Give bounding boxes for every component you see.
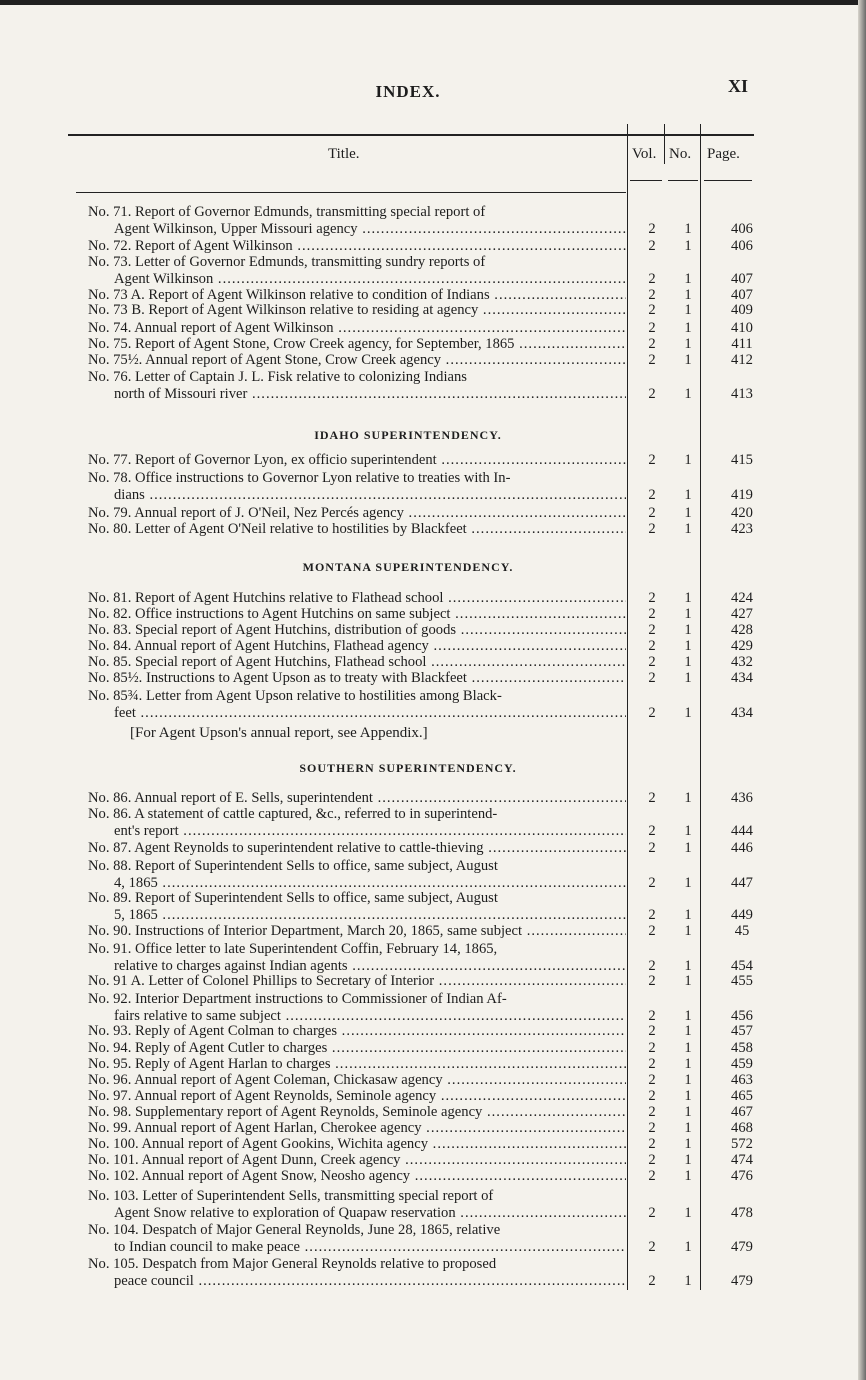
entry-no: 1 <box>684 622 692 638</box>
vol-column-divider <box>664 124 665 164</box>
entry-title <box>88 238 626 255</box>
index-entry <box>0 991 866 1025</box>
entry-page: 415 <box>731 452 753 468</box>
entry-vol: 2 <box>648 958 656 974</box>
entry-vol: 2 <box>648 386 656 402</box>
entry-page: 406 <box>731 221 753 237</box>
entry-vol: 2 <box>648 1008 656 1024</box>
index-entry <box>0 1088 866 1105</box>
entry-title-line: No. 81. Report of Agent Hutchins relative to Flathead school ..... <box>88 590 626 607</box>
entry-page: 424 <box>731 590 753 606</box>
entry-title-continuation: 5, 1865 ..... <box>88 907 626 924</box>
entry-vol: 2 <box>648 622 656 638</box>
index-entry <box>0 1023 866 1040</box>
entry-no: 1 <box>684 352 692 368</box>
entry-vol: 2 <box>648 1136 656 1152</box>
index-entry <box>0 521 866 538</box>
entry-no: 1 <box>684 973 692 989</box>
entry-vol: 2 <box>648 654 656 670</box>
entry-title <box>88 505 626 522</box>
index-entry <box>0 654 866 671</box>
entry-no: 1 <box>684 638 692 654</box>
index-entry <box>0 1072 866 1089</box>
index-entry <box>0 973 866 990</box>
entry-title-line: No. 78. Office instructions to Governor Lyon relative to treaties with In- <box>88 470 511 486</box>
entry-page: 468 <box>731 1120 753 1136</box>
entry-no: 1 <box>684 1120 692 1136</box>
entry-title <box>88 1120 626 1137</box>
index-entry <box>0 254 866 288</box>
entry-title-line: No. 73. Letter of Governor Edmunds, transmitting sundry reports of <box>88 254 486 270</box>
entry-title <box>88 590 626 607</box>
index-entry <box>0 1120 866 1137</box>
index-entry <box>0 352 866 369</box>
index-entry <box>0 336 866 353</box>
entry-title-line: No. 104. Despatch of Major General Reynolds, June 28, 1865, relative <box>88 1222 501 1238</box>
entry-no: 1 <box>684 590 692 606</box>
entry-page: 407 <box>731 287 753 303</box>
index-entry <box>0 369 866 403</box>
entry-page: 427 <box>731 606 753 622</box>
entry-no: 1 <box>684 302 692 318</box>
entry-title-continuation: 4, 1865 ..... <box>88 875 626 892</box>
entry-title-line: No. 82. Office instructions to Agent Hutchins on same subject ..... <box>88 606 626 623</box>
entry-title-line: No. 103. Letter of Superintendent Sells, transmitting special report of <box>88 1188 494 1204</box>
entry-title-continuation: north of Missouri river ..... <box>88 386 626 403</box>
column-header-title: Title. <box>328 146 360 162</box>
entry-no: 1 <box>684 1056 692 1072</box>
entry-page: 459 <box>731 1056 753 1072</box>
index-entry <box>0 923 866 940</box>
entry-title <box>88 1040 626 1057</box>
index-entry <box>0 1188 866 1222</box>
index-entry <box>0 890 866 924</box>
entry-no: 1 <box>684 505 692 521</box>
entry-title-line: No. 92. Interior Department instructions to Commissioner of Indian Af- <box>88 991 507 1007</box>
entry-title-line: No. 83. Special report of Agent Hutchins, distribution of goods ..... <box>88 622 626 639</box>
entry-page: 479 <box>731 1273 753 1289</box>
entry-title-line: No. 74. Annual report of Agent Wilkinson ..... <box>88 320 626 337</box>
entry-no: 1 <box>684 452 692 468</box>
entry-title-line: No. 86. A statement of cattle captured, &c., referred to in superintend- <box>88 806 498 822</box>
index-entry <box>0 840 866 857</box>
entry-title-line: No. 79. Annual report of J. O'Neil, Nez Percés agency ..... <box>88 505 626 522</box>
index-entry <box>0 470 866 504</box>
entry-title-line: No. 85½. Instructions to Agent Upson as to treaty with Blackfeet ..... <box>88 670 626 687</box>
vol-header-rule <box>630 180 662 181</box>
entry-title <box>88 521 626 538</box>
entry-page: 409 <box>731 302 753 318</box>
index-entry <box>0 670 866 687</box>
entry-page: 467 <box>731 1104 753 1120</box>
index-entry <box>0 688 866 722</box>
entry-title <box>88 973 626 990</box>
entry-no: 1 <box>684 840 692 856</box>
entry-title <box>88 790 626 807</box>
entry-title-line: No. 71. Report of Governor Edmunds, transmitting special report of <box>88 204 486 220</box>
entry-no: 1 <box>684 521 692 537</box>
entry-title-line: No. 99. Annual report of Agent Harlan, Cherokee agency ..... <box>88 1120 626 1137</box>
entry-title-line: No. 91 A. Letter of Colonel Phillips to Secretary of Interior ..... <box>88 973 626 990</box>
index-entry <box>0 638 866 655</box>
entry-title-line: No. 85¾. Letter from Agent Upson relative to hostilities among Black- <box>88 688 502 704</box>
entry-vol: 2 <box>648 1205 656 1221</box>
entry-vol: 2 <box>648 606 656 622</box>
entry-page: 432 <box>731 654 753 670</box>
section-heading-southern: SOUTHERN SUPERINTENDENCY. <box>299 761 517 775</box>
header-bottom-rule <box>76 192 626 193</box>
entry-title-continuation: Agent Snow relative to exploration of Quapaw reservation ..... <box>88 1205 626 1222</box>
entry-vol: 2 <box>648 790 656 806</box>
index-entry <box>0 505 866 522</box>
entry-page: 444 <box>731 823 753 839</box>
entry-title-line: No. 96. Annual report of Agent Coleman, Chickasaw agency ..... <box>88 1072 626 1089</box>
entry-title <box>88 670 626 687</box>
column-header-no: No. <box>669 146 692 162</box>
entry-title-line: No. 72. Report of Agent Wilkinson ..... <box>88 238 626 255</box>
section-heading-idaho: IDAHO SUPERINTENDENCY. <box>314 428 502 442</box>
entry-title-line: No. 94. Reply of Agent Cutler to charges ..... <box>88 1040 626 1057</box>
index-entry <box>0 204 866 238</box>
entry-no: 1 <box>684 386 692 402</box>
entry-page: 474 <box>731 1152 753 1168</box>
column-header-page: Page. <box>707 146 740 162</box>
entry-page: 463 <box>731 1072 753 1088</box>
entry-no: 1 <box>684 1152 692 1168</box>
entry-vol: 2 <box>648 302 656 318</box>
entry-no: 1 <box>684 606 692 622</box>
entry-page: 419 <box>731 487 753 503</box>
entry-page: 413 <box>731 386 753 402</box>
index-entry <box>0 1152 866 1169</box>
entry-title <box>88 923 626 940</box>
index-entry <box>0 452 866 469</box>
entry-no: 1 <box>684 1205 692 1221</box>
entry-no: 1 <box>684 1008 692 1024</box>
entry-no: 1 <box>684 336 692 352</box>
entry-page: 449 <box>731 907 753 923</box>
entry-no: 1 <box>684 320 692 336</box>
entry-vol: 2 <box>648 1104 656 1120</box>
entry-title-line: No. 75½. Annual report of Agent Stone, Crow Creek agency ..... <box>88 352 626 369</box>
entry-title <box>88 654 626 671</box>
entry-no: 1 <box>684 958 692 974</box>
entry-title-line: No. 76. Letter of Captain J. L. Fisk relative to colonizing Indians <box>88 369 467 385</box>
entry-vol: 2 <box>648 1152 656 1168</box>
entry-title-line: No. 80. Letter of Agent O'Neil relative to hostilities by Blackfeet ..... <box>88 521 626 538</box>
entry-title-line: No. 91. Office letter to late Superintendent Coffin, February 14, 1865, <box>88 941 498 957</box>
entry-page: 455 <box>731 973 753 989</box>
table-top-rule <box>68 134 754 136</box>
entry-title <box>88 840 626 857</box>
entry-vol: 2 <box>648 875 656 891</box>
entry-page: 429 <box>731 638 753 654</box>
entry-no: 1 <box>684 287 692 303</box>
entry-title <box>88 606 626 623</box>
entry-vol: 2 <box>648 1040 656 1056</box>
entry-no: 1 <box>684 1072 692 1088</box>
entry-vol: 2 <box>648 287 656 303</box>
entry-title <box>88 1222 626 1255</box>
entry-title <box>88 254 626 287</box>
entry-title <box>88 806 626 839</box>
entry-title-line: No. 87. Agent Reynolds to superintendent relative to cattle-thieving ..... <box>88 840 626 857</box>
entry-vol: 2 <box>648 1120 656 1136</box>
entry-no: 1 <box>684 705 692 721</box>
entry-title-line: No. 101. Annual report of Agent Dunn, Creek agency ..... <box>88 1152 626 1169</box>
entry-vol: 2 <box>648 638 656 654</box>
entry-vol: 2 <box>648 907 656 923</box>
section-heading-montana: MONTANA SUPERINTENDENCY. <box>302 560 514 574</box>
entry-title <box>88 1023 626 1040</box>
entry-page: 423 <box>731 521 753 537</box>
index-entry <box>0 806 866 840</box>
entry-title-line: No. 89. Report of Superintendent Sells to office, same subject, August <box>88 890 498 906</box>
entry-vol: 2 <box>648 1072 656 1088</box>
entry-title <box>88 1104 626 1121</box>
entry-title <box>88 336 626 353</box>
index-entry <box>0 238 866 255</box>
entry-vol: 2 <box>648 1088 656 1104</box>
entry-title <box>88 1152 626 1169</box>
entry-title <box>88 452 626 469</box>
index-entry <box>0 590 866 607</box>
entry-title-line: No. 88. Report of Superintendent Sells to office, same subject, August <box>88 858 498 874</box>
entry-title <box>88 470 626 503</box>
entry-vol: 2 <box>648 336 656 352</box>
entry-vol: 2 <box>648 505 656 521</box>
entry-vol: 2 <box>648 840 656 856</box>
entry-page: 420 <box>731 505 753 521</box>
index-entry <box>0 1040 866 1057</box>
entry-page: 446 <box>731 840 753 856</box>
entry-title-line: No. 73 A. Report of Agent Wilkinson relative to condition of Indians ..... <box>88 287 626 304</box>
entry-title <box>88 941 626 974</box>
entry-title <box>88 1256 626 1289</box>
entry-no: 1 <box>684 238 692 254</box>
index-entry <box>0 1056 866 1073</box>
entry-no: 1 <box>684 221 692 237</box>
entry-vol: 2 <box>648 590 656 606</box>
entry-title-line: No. 102. Annual report of Agent Snow, Neosho agency ..... <box>88 1168 626 1185</box>
entry-title-continuation: peace council ..... <box>88 1273 626 1290</box>
entry-title-continuation: ent's report ..... <box>88 823 626 840</box>
entry-page: 434 <box>731 705 753 721</box>
entry-page: 428 <box>731 622 753 638</box>
entry-title-line: No. 100. Annual report of Agent Gookins, Wichita agency ..... <box>88 1136 626 1153</box>
entry-title <box>88 302 626 319</box>
index-entry <box>0 1168 866 1185</box>
entry-no: 1 <box>684 1136 692 1152</box>
entry-vol: 2 <box>648 521 656 537</box>
entry-vol: 2 <box>648 487 656 503</box>
entry-page: 411 <box>731 336 753 352</box>
entry-page: 45 <box>734 923 750 939</box>
entry-no: 1 <box>684 487 692 503</box>
entry-vol: 2 <box>648 670 656 686</box>
entry-page: 456 <box>731 1008 753 1024</box>
entry-vol: 2 <box>648 1168 656 1184</box>
entry-title-line: No. 93. Reply of Agent Colman to charges ..... <box>88 1023 626 1040</box>
entry-no: 1 <box>684 875 692 891</box>
entry-page: 572 <box>731 1136 753 1152</box>
page-header-rule <box>704 180 752 181</box>
entry-no: 1 <box>684 823 692 839</box>
entry-page: 479 <box>731 1239 753 1255</box>
entry-title-continuation: fairs relative to same subject ..... <box>88 1008 626 1025</box>
entry-vol: 2 <box>648 923 656 939</box>
entry-page: 465 <box>731 1088 753 1104</box>
entry-vol: 2 <box>648 1023 656 1039</box>
column-header-vol: Vol. <box>632 146 657 162</box>
index-entry <box>0 302 866 319</box>
entry-title-line: No. 86. Annual report of E. Sells, superintendent ..... <box>88 790 626 807</box>
entry-vol: 2 <box>648 705 656 721</box>
entry-page: 454 <box>731 958 753 974</box>
entry-title-line: No. 98. Supplementary report of Agent Reynolds, Seminole agency ..... <box>88 1104 626 1121</box>
entry-vol: 2 <box>648 973 656 989</box>
entry-title <box>88 858 626 891</box>
entry-vol: 2 <box>648 352 656 368</box>
entry-no: 1 <box>684 1168 692 1184</box>
entry-title-line: No. 77. Report of Governor Lyon, ex officio superintendent ..... <box>88 452 626 469</box>
index-entry <box>0 622 866 639</box>
entry-title <box>88 638 626 655</box>
entry-page: 412 <box>731 352 753 368</box>
entry-no: 1 <box>684 1040 692 1056</box>
entry-title <box>88 688 626 721</box>
entry-title-continuation: Agent Wilkinson, Upper Missouri agency ..... <box>88 221 626 238</box>
index-entry <box>0 790 866 807</box>
entry-page: 407 <box>731 271 753 287</box>
index-entry <box>0 1256 866 1290</box>
top-border <box>0 0 866 5</box>
entry-title-continuation: feet ..... <box>88 705 626 722</box>
index-entry <box>0 1136 866 1153</box>
entry-title <box>88 622 626 639</box>
entry-title-line: No. 85. Special report of Agent Hutchins, Flathead school ..... <box>88 654 626 671</box>
entry-title <box>88 1136 626 1153</box>
entry-no: 1 <box>684 1088 692 1104</box>
page-number: XI <box>728 76 749 96</box>
entry-title-line: No. 90. Instructions of Interior Department, March 20, 1865, same subject ..... <box>88 923 626 940</box>
entry-title <box>88 320 626 337</box>
entry-no: 1 <box>684 271 692 287</box>
entry-title <box>88 1188 626 1221</box>
entry-no: 1 <box>684 923 692 939</box>
entry-no: 1 <box>684 907 692 923</box>
entry-vol: 2 <box>648 221 656 237</box>
entry-no: 1 <box>684 1239 692 1255</box>
entry-title <box>88 1056 626 1073</box>
entry-page: 410 <box>731 320 753 336</box>
index-entry <box>0 606 866 623</box>
entry-title <box>88 369 626 402</box>
entry-page: 457 <box>731 1023 753 1039</box>
entry-vol: 2 <box>648 452 656 468</box>
entry-page: 434 <box>731 670 753 686</box>
entry-title <box>88 1072 626 1089</box>
entry-vol: 2 <box>648 238 656 254</box>
entry-title-line: No. 73 B. Report of Agent Wilkinson relative to residing at agency ..... <box>88 302 626 319</box>
entry-page: 476 <box>731 1168 753 1184</box>
entry-title <box>88 890 626 923</box>
index-entry <box>0 858 866 892</box>
entry-title-continuation: Agent Wilkinson ..... <box>88 271 626 288</box>
entry-title <box>88 1168 626 1185</box>
entry-no: 1 <box>684 1104 692 1120</box>
entry-no: 1 <box>684 790 692 806</box>
entry-page: 436 <box>731 790 753 806</box>
no-header-rule <box>668 180 698 181</box>
entry-page: 478 <box>731 1205 753 1221</box>
entry-title-continuation: to Indian council to make peace ..... <box>88 1239 626 1256</box>
appendix-note: [For Agent Upson's annual report, see Appendix.] <box>130 725 428 741</box>
entry-page: 406 <box>731 238 753 254</box>
entry-title-line: No. 105. Despatch from Major General Reynolds relative to proposed <box>88 1256 497 1272</box>
entry-title-line: No. 84. Annual report of Agent Hutchins, Flathead agency ..... <box>88 638 626 655</box>
index-entry <box>0 320 866 337</box>
index-entry <box>0 1222 866 1256</box>
entry-page: 458 <box>731 1040 753 1056</box>
entry-title-continuation: relative to charges against Indian agents ..... <box>88 958 626 975</box>
entry-vol: 2 <box>648 271 656 287</box>
entry-no: 1 <box>684 670 692 686</box>
entry-no: 1 <box>684 654 692 670</box>
entry-title-line: No. 75. Report of Agent Stone, Crow Creek agency, for September, 1865 ..... <box>88 336 626 353</box>
entry-vol: 2 <box>648 823 656 839</box>
index-entry <box>0 941 866 975</box>
entry-vol: 2 <box>648 1056 656 1072</box>
entry-vol: 2 <box>648 1239 656 1255</box>
entry-vol: 2 <box>648 320 656 336</box>
entry-no: 1 <box>684 1023 692 1039</box>
entry-title-line: No. 95. Reply of Agent Harlan to charges ..... <box>88 1056 626 1073</box>
entry-page: 447 <box>731 875 753 891</box>
entry-title <box>88 204 626 237</box>
entry-title <box>88 352 626 369</box>
running-title: INDEX. <box>375 82 441 101</box>
entry-vol: 2 <box>648 1273 656 1289</box>
entry-title-continuation: dians ..... <box>88 487 626 504</box>
entry-title <box>88 991 626 1024</box>
entry-no: 1 <box>684 1273 692 1289</box>
entry-title-line: No. 97. Annual report of Agent Reynolds, Seminole agency ..... <box>88 1088 626 1105</box>
index-entry <box>0 1104 866 1121</box>
entry-title <box>88 1088 626 1105</box>
